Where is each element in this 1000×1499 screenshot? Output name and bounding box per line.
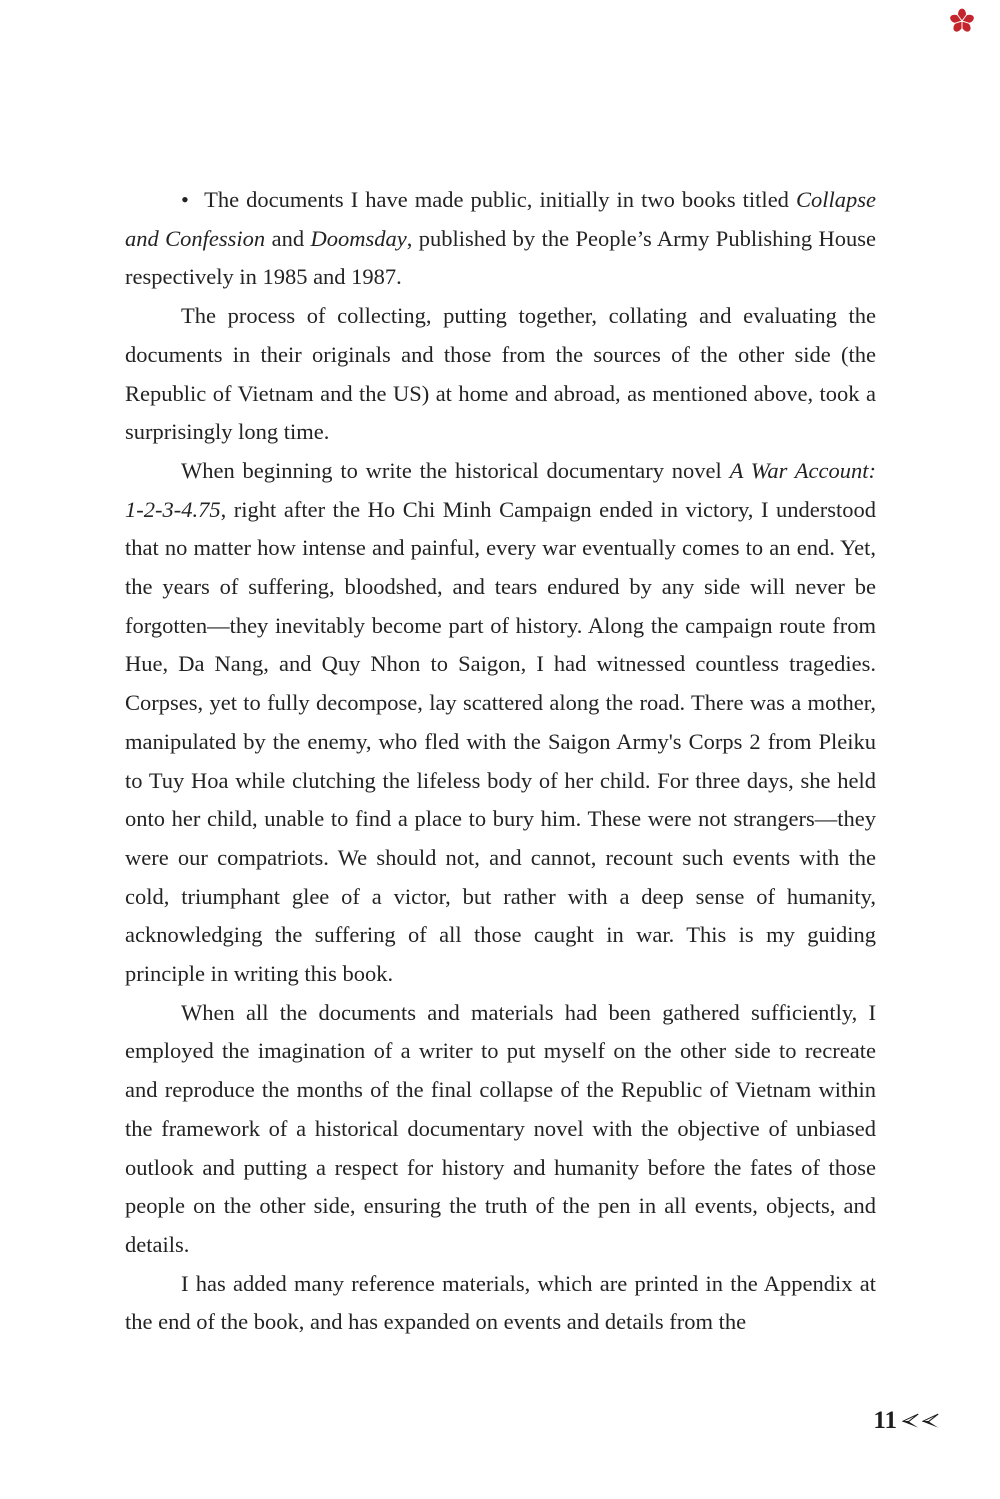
text-run: When beginning to write the historical documentary novel — [181, 457, 730, 483]
florette-icon — [949, 8, 975, 34]
page-number: 11 — [873, 1407, 897, 1434]
text-run: The process of collecting, putting together, collating and evaluating the documents in their originals and those from the sources of the other side (the Republic of Vietnam and the US) at home and abroad, as mentioned above, took a surprisingly long time. — [125, 303, 876, 445]
page-footer — [873, 1407, 940, 1435]
paragraph — [125, 181, 876, 297]
text-run: , published by the People’s Army Publishing House respectively in 1985 and 1987. — [125, 225, 876, 290]
paragraph — [125, 1265, 876, 1342]
paragraph — [125, 452, 876, 994]
paragraph — [125, 994, 876, 1265]
book-title: Doomsday — [310, 225, 407, 251]
bullet-marker: • — [181, 187, 205, 212]
left-arrowhead-icon — [902, 1413, 920, 1429]
text-run: and — [265, 225, 311, 251]
text-run: The documents I have made public, initially in two books titled — [204, 187, 796, 212]
book-title: Collapse and Confession — [125, 187, 876, 251]
left-arrowhead-icon — [922, 1413, 940, 1429]
text-run: When all the documents and materials had been gathered sufficiently, I employed the imagination of a writer to put myself on the other side to recreate and reproduce the months of the final collapse of the Republic of Vietnam within the framework of a historical documentary novel with the objective of unbiased outlook and putting a respect for history and humanity before the fates of those people on the other side, ensuring the truth of the pen in all events, objects, and details. — [125, 999, 876, 1257]
text-run: , right after the Ho Chi Minh Campaign ended in victory, I understood that no matter how intense and painful, every war eventually comes to an end. Yet, the years of suffering, bloodshed, and tears endured by any side will never be forgotten—they inevitably become part of history. Along the campaign route from Hue, Da Nang, and Quy Nhon to Saigon, I had witnessed countless tragedies. Corpses, yet to fully decompose, lay scattered along the road. There was a mother, manipulated by the enemy, who fled with the Saigon Army's Corps 2 from Pleiku to Tuy Hoa while clutching the lifeless body of her child. For three days, she held onto her child, unable to find a place to bury him. These were not strangers—they were our compatriots. We should not, and cannot, recount such events with the cold, triumphant glee of a victor, but rather with a deep sense of humanity, acknowledging the suffering of all those caught in war. This is my guiding principle in writing this book. — [125, 496, 876, 987]
paragraph — [125, 297, 876, 452]
text-run: I has added many reference materials, which are printed in the Appendix at the end of the book, and has expanded on events and details from the — [125, 1270, 876, 1335]
text-block — [125, 181, 876, 1342]
book-title: A War Account: 1-2-3-4.75 — [125, 457, 877, 522]
